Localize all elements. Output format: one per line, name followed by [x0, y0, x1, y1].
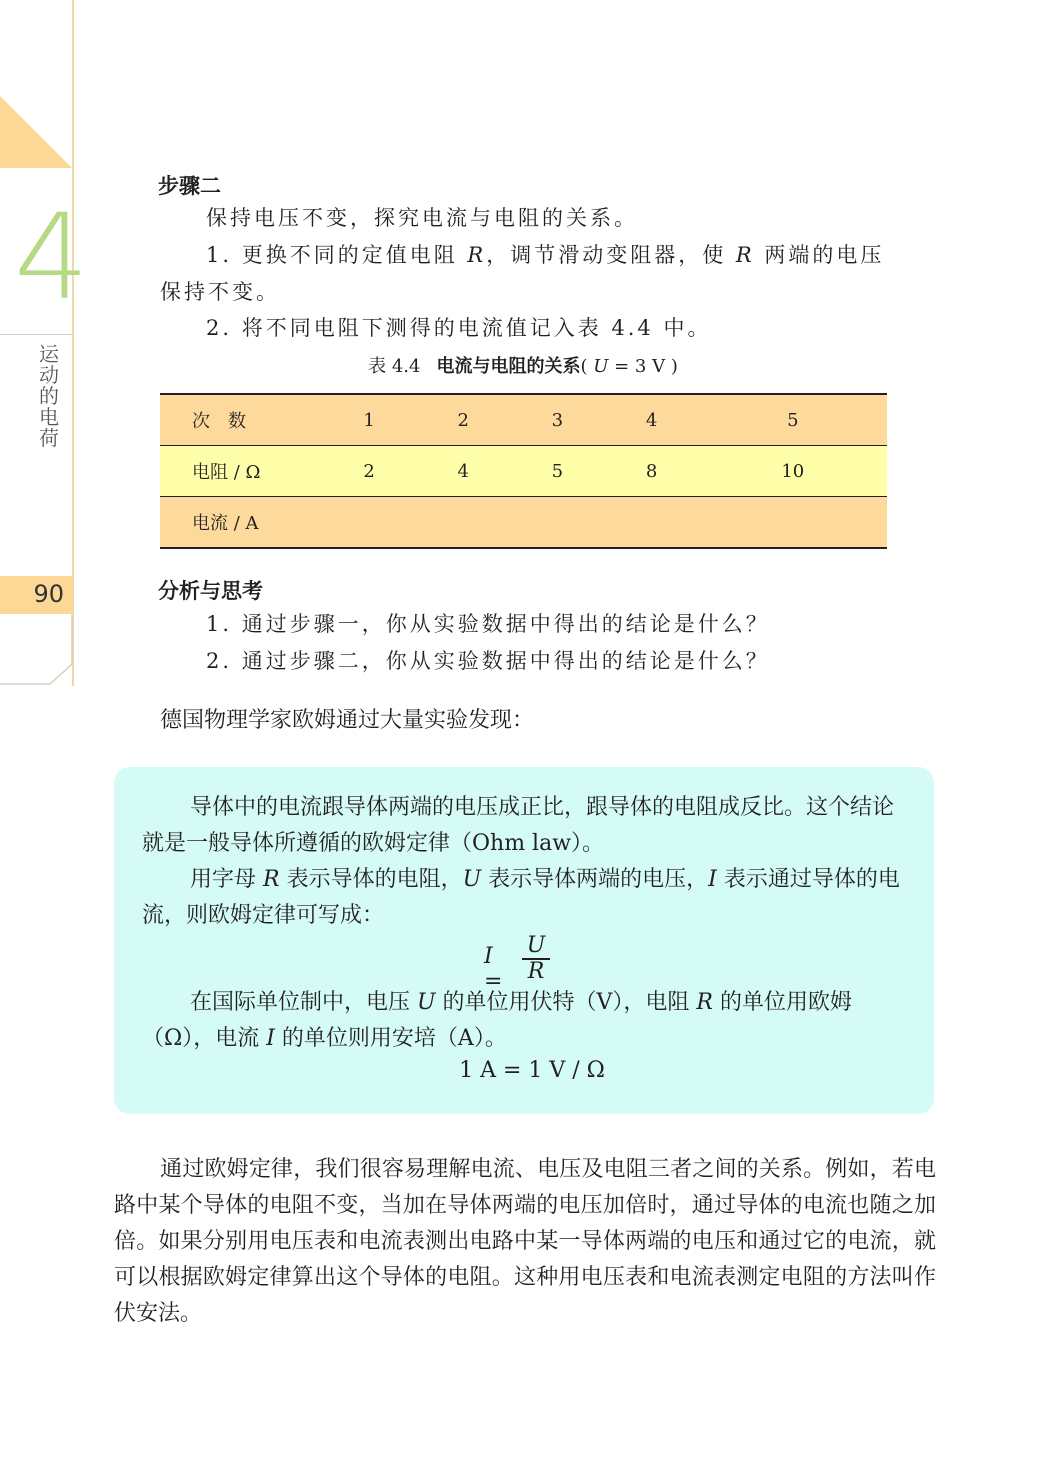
data-table — [160, 393, 887, 549]
formula-numerator: U — [526, 933, 546, 958]
row-label-current: 电流 / A — [160, 497, 322, 549]
table-cell — [416, 497, 510, 549]
table-cell: 1 — [322, 394, 416, 446]
chapter-title: 运动的电荷 — [39, 342, 59, 450]
table-cell: 10 — [699, 446, 887, 497]
formula-denominator: R — [527, 959, 545, 984]
table-cell: 2 — [416, 394, 510, 446]
si-units: 在国际单位制中，电压 U 的单位用伏特（V），电阻 R 的单位用欧姆（Ω），电流 I 的单位则用安培（A）。 — [142, 990, 852, 1051]
table-cell: 2 — [322, 446, 416, 497]
unit-equation: 1 A = 1 V / Ω — [459, 1058, 605, 1083]
table-number: 表 4.4 — [368, 356, 421, 377]
analysis-question-2: 2. 通过步骤二，你从实验数据中得出的结论是什么？ — [206, 649, 770, 673]
table-title: 电流与电阻的关系 — [436, 356, 581, 377]
table-cell: 8 — [604, 446, 698, 497]
step2-heading: 步骤二 — [158, 174, 221, 198]
table-cell: 4 — [416, 446, 510, 497]
row-label-trial: 次 数 — [160, 394, 322, 446]
page-number: 90 — [33, 580, 64, 608]
ohm-law-symbols: 用字母 R 表示导体的电阻，U 表示导体两端的电压，I 表示通过导体的电流，则欧姆定律可写成： — [142, 867, 900, 928]
table-row-resistance — [160, 446, 887, 497]
table-cell: 4 — [604, 394, 698, 446]
table-condition: ( U = 3 V ) — [580, 356, 678, 377]
row-label-resistance: 电阻 / Ω — [160, 446, 322, 497]
analysis-heading: 分析与思考 — [158, 579, 263, 603]
table-caption — [160, 352, 886, 378]
ohm-law-statement: 导体中的电流跟导体两端的电压成正比，跟导体的电阻成反比。这个结论就是一般导体所遵循的欧姆定律（Ohm law）。 — [142, 795, 895, 856]
analysis-question-1: 1. 通过步骤一，你从实验数据中得出的结论是什么？ — [206, 612, 770, 636]
margin-bottom-corner — [0, 614, 74, 686]
table-row-current — [160, 497, 887, 549]
formula-fraction — [520, 934, 552, 984]
formula-lhs: I = — [484, 944, 503, 994]
step2-intro: 保持电压不变，探究电流与电阻的关系。 — [206, 206, 638, 230]
table-cell: 5 — [510, 446, 604, 497]
margin-separator — [0, 334, 73, 335]
table-cell — [699, 497, 887, 549]
table-cell: 5 — [699, 394, 887, 446]
closing-paragraph: 通过欧姆定律，我们很容易理解电流、电压及电阻三者之间的关系。例如，若电路中某个导体的电阻不变，当加在导体两端的电压加倍时，通过导体的电流也随之加倍。如果分别用电压表和电流表测出电路中某一导体两端的电压和通过它的电流，就可以根据欧姆定律算出这个导体的电阻。这种用电压表和电流表测定电阻的方法叫作伏安法。 — [114, 1157, 936, 1326]
table-cell — [322, 497, 416, 549]
margin-rule — [72, 0, 74, 686]
table-cell — [604, 497, 698, 549]
table-cell — [510, 497, 604, 549]
ohm-intro: 德国物理学家欧姆通过大量实验发现： — [160, 708, 535, 733]
chapter-number: 4 — [14, 188, 90, 326]
step2-item2: 2. 将不同电阻下测得的电流值记入表 4.4 中。 — [206, 316, 712, 340]
table-cell: 3 — [510, 394, 604, 446]
step2-item1: 1. 更换不同的定值电阻 R，调节滑动变阻器，使 R 两端的电压保持不变。 — [160, 243, 885, 304]
table-row-trial — [160, 394, 887, 446]
corner-triangle-decoration — [0, 96, 72, 168]
